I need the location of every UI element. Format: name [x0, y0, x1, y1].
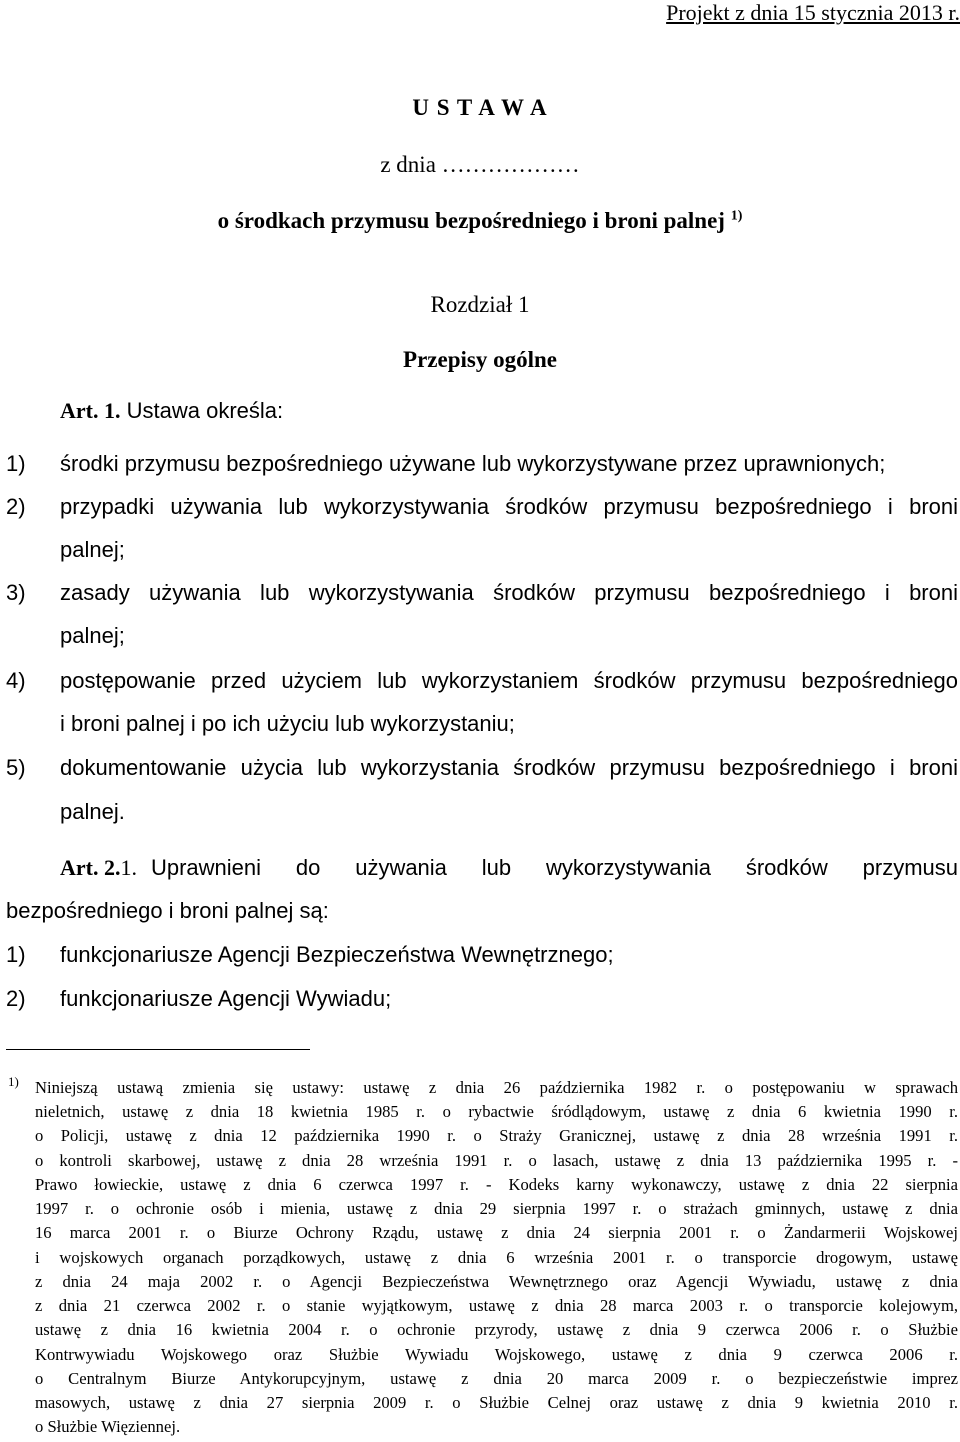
footnote-line-14: masowych, ustawę z dnia 27 sierpnia 2009 r. o Służbie Celnej oraz ustawę z dnia 9 kwietnia 2010 r.: [35, 1393, 958, 1412]
art1-item-3-line-2: palnej;: [60, 623, 125, 648]
art2-paragraph-number: 1.: [120, 855, 137, 880]
art2-intro-line-2: bezpośredniego i broni palnej są:: [6, 898, 329, 923]
art2-first-line: [60, 855, 958, 881]
footnote-line-12: Kontrwywiadu Wojskowego oraz Służbie Wywiadu Wojskowego, ustawę z dnia 9 czerwca 2006 r.: [35, 1345, 958, 1364]
art1-item-5-number: 5): [6, 755, 26, 780]
art2-heading: Art. 2.: [60, 855, 121, 880]
art1-paragraph: [60, 398, 283, 424]
footnote-line-11: ustawę z dnia 16 kwietnia 2004 r. o ochronie przyrody, ustawę z dnia 9 czerwca 2006 r. o Służbie: [35, 1320, 958, 1339]
art2-item-2-text: funkcjonariusze Agencji Wywiadu;: [60, 986, 392, 1011]
project-date-header: Projekt z dnia 15 stycznia 2013 r.: [666, 0, 960, 25]
footnote-line-10: z dnia 21 czerwca 2002 r. o stanie wyjątkowym, ustawę z dnia 28 marca 2003 r. o transporcie kolejowym,: [35, 1296, 958, 1315]
art1-intro: Ustawa określa:: [126, 398, 284, 423]
footnote-line-8: i wojskowych organach porządkowych, ustawę z dnia 6 września 2001 r. o transporcie drogowym, ustawę: [35, 1248, 958, 1267]
footnote-line-2: nieletnich, ustawę z dnia 18 kwietnia 1985 r. o rybactwie śródlądowym, ustawę z dnia 6 kwietnia 1990 r.: [35, 1102, 958, 1121]
art1-item-3-line-1: zasady używania lub wykorzystywania środków przymusu bezpośredniego i broni: [60, 580, 958, 605]
footnote-line-7: 16 marca 2001 r. o Biurze Ochrony Rządu, ustawę z dnia 24 sierpnia 2001 r. o Żandarmerii Wojskowej: [35, 1223, 958, 1242]
footnote-reference[interactable]: 1): [730, 208, 743, 224]
art1-item-5-line-1: dokumentowanie użycia lub wykorzystania środków przymusu bezpośredniego i broni: [60, 755, 958, 780]
art1-item-3-number: 3): [6, 580, 26, 605]
art1-item-4-line-2: i broni palnej i po ich użyciu lub wykorzystaniu;: [60, 711, 515, 736]
art1-item-1-number: 1): [6, 451, 26, 476]
chapter-name: Przepisy ogólne: [403, 347, 557, 372]
art2-intro-line-1: Uprawnieni do używania lub wykorzystywania środków przymusu: [150, 855, 958, 880]
footnote-line-6: 1997 r. o ochronie osób i mienia, ustawę z dnia 29 sierpnia 1997 r. o strażach gminnych, ustawę z dnia: [35, 1199, 958, 1218]
art1-item-4-line-1: postępowanie przed użyciem lub wykorzystaniem środków przymusu bezpośredniego: [60, 668, 958, 693]
art2-item-1-text: funkcjonariusze Agencji Bezpieczeństwa Wewnętrznego;: [60, 942, 614, 967]
art1-item-2-line-2: palnej;: [60, 537, 125, 562]
chapter-number: Rozdział 1: [430, 292, 530, 317]
footnote-line-13: o Centralnym Biurze Antykorupcyjnym, ustawę z dnia 20 marca 2009 r. o bezpieczeństwie imprez: [35, 1369, 958, 1388]
act-date-line: z dnia ………………: [380, 152, 580, 177]
art1-item-2-number: 2): [6, 494, 26, 519]
act-subject-text: o środkach przymusu bezpośredniego i broni palnej: [217, 208, 725, 233]
footnote-line-1: Niniejszą ustawą zmienia się ustawy: ustawę z dnia 26 października 1982 r. o postępowaniu w sprawach: [35, 1078, 958, 1097]
art1-item-1-line-1: środki przymusu bezpośredniego używane lub wykorzystywane przez uprawnionych;: [60, 451, 886, 476]
act-title: U S T A W A: [412, 95, 548, 120]
footnote-line-5: Prawo łowieckie, ustawę z dnia 6 czerwca 1997 r. - Kodeks karny wykonawczy, ustawę z dnia 22 sierpnia: [35, 1175, 958, 1194]
act-subject: [0, 208, 960, 234]
art2-item-1-number: 1): [6, 942, 26, 967]
art1-item-4-number: 4): [6, 668, 26, 693]
art1-item-2-line-1: przypadki używania lub wykorzystywania środków przymusu bezpośredniego i broni: [60, 494, 958, 519]
footnote-line-3: o Policji, ustawę z dnia 12 października 1990 r. o Straży Granicznej, ustawę z dnia 28 września 1991 r.: [35, 1126, 958, 1145]
art1-item-5-line-2: palnej.: [60, 799, 125, 824]
art2-item-2-number: 2): [6, 986, 26, 1011]
footnote-separator: [6, 1049, 310, 1050]
footnote-line-4: o kontroli skarbowej, ustawę z dnia 28 września 1991 r. o lasach, ustawę z dnia 13 października 1995 r. -: [35, 1151, 958, 1170]
footnote-line-15: o Służbie Więziennej.: [35, 1417, 181, 1436]
art1-heading: Art. 1.: [60, 398, 121, 423]
footnote-marker: 1): [8, 1074, 19, 1089]
footnote-line-9: z dnia 24 maja 2002 r. o Agencji Bezpieczeństwa Wewnętrznego oraz Agencji Wywiadu, ustawę z dnia: [35, 1272, 958, 1291]
